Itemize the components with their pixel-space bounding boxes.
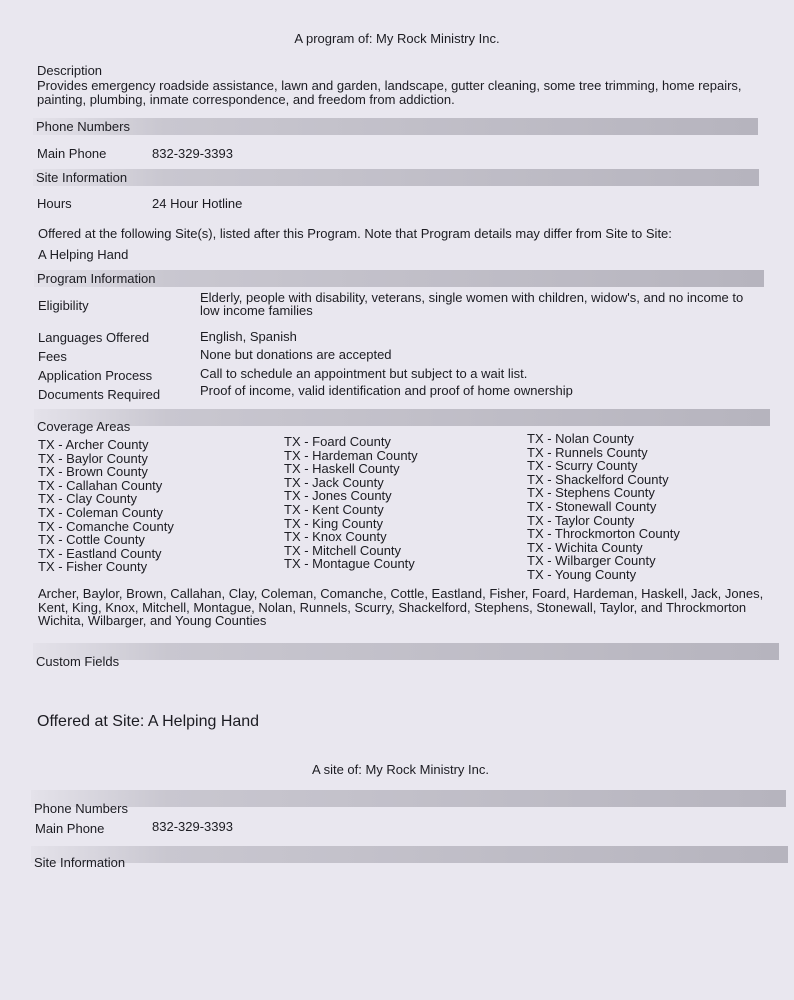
main-phone-label: Main Phone xyxy=(37,146,107,161)
offered-sites-intro: Offered at the following Site(s), listed after this Program. Note that Program details may differ from Site to Site: xyxy=(38,226,672,241)
county-item: TX - Cottle County xyxy=(38,532,145,548)
description-text: Provides emergency roadside assistance, lawn and garden, landscape, gutter cleaning, some tree trimming, home repairs, painting, plumbing, inmate correspondence, and freedom from addiction. xyxy=(37,78,742,107)
county-item: TX - Throckmorton County xyxy=(527,526,680,542)
coverage-areas-heading: Coverage Areas xyxy=(37,419,131,434)
program-information-heading: Program Information xyxy=(37,271,156,286)
coverage-areas-bar xyxy=(34,409,770,434)
phone-numbers-heading: Phone Numbers xyxy=(36,119,130,134)
hours-label: Hours xyxy=(37,196,72,211)
county-item: TX - Jones County xyxy=(284,488,392,504)
program-information-bar xyxy=(34,270,764,287)
eligibility-label: Eligibility xyxy=(38,298,89,313)
site-main-phone-value: 832-329-3393 xyxy=(152,819,233,834)
county-item: TX - Hardeman County xyxy=(284,447,418,463)
program-of-line: A program of: My Rock Ministry Inc. xyxy=(294,31,500,46)
county-item: TX - Callahan County xyxy=(38,477,163,493)
description-heading: Description xyxy=(37,63,103,78)
county-item: TX - Stephens County xyxy=(527,485,655,501)
custom-fields-heading: Custom Fields xyxy=(36,654,120,669)
county-item: TX - Eastland County xyxy=(38,545,162,561)
county-item: TX - Clay County xyxy=(38,491,137,507)
coverage-column-1 xyxy=(38,438,174,574)
languages-value: English, Spanish xyxy=(200,329,297,344)
county-item: TX - Montague County xyxy=(284,556,415,572)
offered-site-name: A Helping Hand xyxy=(38,247,129,262)
county-item: TX - Knox County xyxy=(284,529,387,545)
site-main-phone-label: Main Phone xyxy=(35,821,105,836)
county-item: TX - Nolan County xyxy=(527,431,634,446)
documents-required-label: Documents Required xyxy=(38,387,161,402)
custom-fields-bar xyxy=(33,643,779,669)
application-process-label: Application Process xyxy=(38,368,153,383)
county-item: TX - Taylor County xyxy=(527,512,635,528)
site-of-line: A site of: My Rock Ministry Inc. xyxy=(312,762,489,777)
eligibility-value: Elderly, people with disability, veterans, single women with children, widow's, and no income to low income families xyxy=(200,290,744,318)
county-item: TX - Archer County xyxy=(38,437,149,452)
coverage-column-3 xyxy=(527,432,680,582)
application-process-value: Call to schedule an appointment but subject to a wait list. xyxy=(200,366,528,381)
county-item: TX - Kent County xyxy=(284,501,384,517)
site-information-heading-2: Site Information xyxy=(34,855,126,870)
county-item: TX - Wilbarger County xyxy=(527,553,656,569)
coverage-column-2 xyxy=(284,435,418,571)
county-item: TX - Coleman County xyxy=(38,504,163,520)
county-item: TX - Wichita County xyxy=(527,539,643,555)
hours-value: 24 Hour Hotline xyxy=(152,196,243,211)
site-information-bar-2 xyxy=(31,846,788,870)
main-phone-value: 832-329-3393 xyxy=(152,146,233,161)
county-item: TX - Comanche County xyxy=(38,518,174,534)
county-item: TX - Foard County xyxy=(284,434,391,449)
languages-label: Languages Offered xyxy=(38,330,150,345)
site-information-bar xyxy=(33,169,759,186)
county-item: TX - Young County xyxy=(527,566,637,582)
county-item: TX - Haskell County xyxy=(284,461,400,477)
county-item: TX - Brown County xyxy=(38,464,148,480)
fees-value: None but donations are accepted xyxy=(200,347,392,362)
county-item: TX - King County xyxy=(284,515,383,531)
county-item: TX - Mitchell County xyxy=(284,542,402,558)
offered-at-site-title: Offered at Site: A Helping Hand xyxy=(37,713,260,730)
county-item: TX - Baylor County xyxy=(38,450,148,466)
fees-label: Fees xyxy=(38,349,67,364)
coverage-summary: Archer, Baylor, Brown, Callahan, Clay, Coleman, Comanche, Cottle, Eastland, Fisher, Foard, Hardeman, Haskell, Jack, Jones, Kent, King, Knox, Mitchell, Montague, Nolan, Runnels, Scurry, Shackelford, Stephens, Stonewall, Taylor, and Throckmorton Wichita, Wilbarger, and Young Counties xyxy=(38,586,764,628)
county-item: TX - Shackelford County xyxy=(527,471,669,487)
site-phone-numbers-heading: Phone Numbers xyxy=(34,801,128,816)
site-phone-numbers-bar xyxy=(31,790,786,816)
documents-required-value: Proof of income, valid identification and proof of home ownership xyxy=(200,383,573,398)
county-item: TX - Stonewall County xyxy=(527,498,657,514)
county-item: TX - Fisher County xyxy=(38,559,148,575)
county-item: TX - Scurry County xyxy=(527,458,638,474)
county-item: TX - Runnels County xyxy=(527,444,648,460)
site-information-heading: Site Information xyxy=(36,170,128,185)
phone-numbers-bar xyxy=(33,118,758,135)
county-item: TX - Jack County xyxy=(284,474,384,490)
